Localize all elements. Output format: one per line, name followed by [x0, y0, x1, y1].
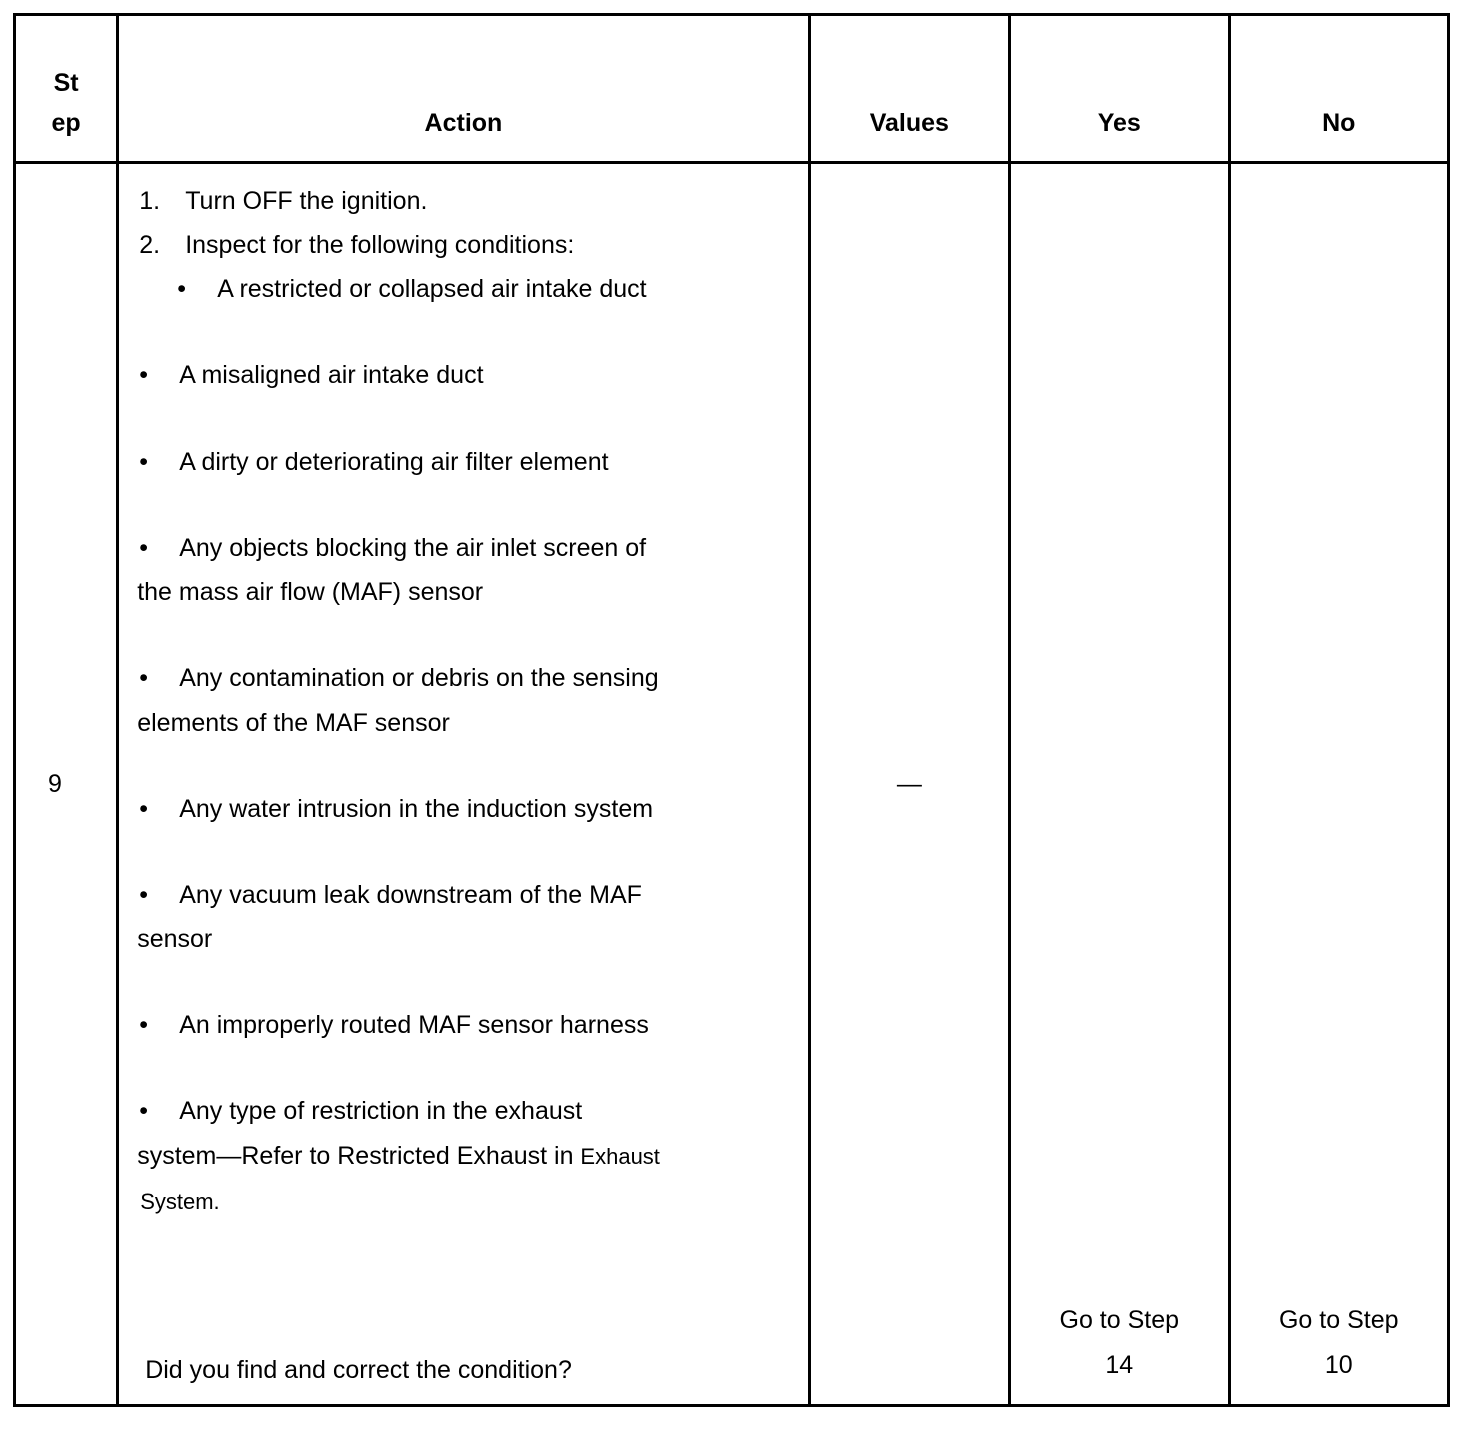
yes-cell [1010, 163, 1229, 1406]
header-values: Values [809, 15, 1009, 163]
bullet-item [139, 1096, 582, 1126]
bullet-item [139, 533, 646, 563]
bullet-text: Any vacuum leak downstream of the MAF [179, 881, 642, 909]
bullet-continuation-system[interactable]: System. [140, 1189, 220, 1214]
bullet-icon: • [139, 361, 148, 389]
no-goto-label: Go to Step [1278, 1306, 1399, 1334]
bullet-item [139, 360, 483, 390]
bullet-text: Any water intrusion in the induction system [179, 795, 654, 823]
bullet-text: A misaligned air intake duct [179, 361, 484, 389]
bullet-continuation: sensor [137, 925, 213, 953]
yes-goto-step: 14 [1105, 1351, 1134, 1379]
bullet-icon: • [139, 534, 148, 562]
step-num-1: 1. [139, 187, 161, 215]
question-text: Did you find and correct the condition? [145, 1356, 572, 1384]
bullet-item [139, 794, 653, 824]
bullet-icon: • [139, 1097, 148, 1125]
bullet-item [139, 880, 642, 910]
bullet-item [139, 1010, 649, 1040]
diagnostic-table [13, 13, 1450, 1407]
action-cell [118, 163, 809, 1406]
bullet-text: Any type of restriction in the exhaust [179, 1097, 583, 1125]
bullet-text: Any contamination or debris on the sensing [179, 664, 659, 692]
bullet-text: An improperly routed MAF sensor harness [179, 1011, 649, 1039]
header-action: Action [118, 15, 809, 163]
bullet-continuation: the mass air flow (MAF) sensor [137, 578, 484, 606]
header-row [15, 15, 1449, 163]
bullet-item [139, 447, 608, 477]
values-cell [809, 163, 1009, 1406]
numbered-step-1-text: Turn OFF the ignition. [185, 187, 428, 215]
bullet-icon: • [177, 275, 186, 303]
numbered-step-1 [139, 186, 427, 216]
no-goto-step: 10 [1324, 1351, 1353, 1379]
values-dash: — [896, 769, 922, 798]
step-num-2: 2. [139, 231, 161, 259]
bullet-item [139, 663, 658, 693]
bullet-icon: • [139, 1011, 148, 1039]
header-step [15, 15, 118, 163]
step-cell [15, 163, 118, 1406]
header-yes: Yes [1010, 15, 1229, 163]
table-row [15, 163, 1449, 1406]
bullet-icon: • [139, 881, 148, 909]
bullet-continuation: elements of the MAF sensor [137, 709, 450, 737]
header-step-line2: ep [51, 109, 81, 137]
bullet-icon: • [139, 448, 148, 476]
sub-bullet-text: A restricted or collapsed air intake duct [217, 275, 647, 303]
numbered-step-2-text: Inspect for the following conditions: [185, 231, 575, 259]
bullet-icon: • [139, 795, 148, 823]
numbered-step-2 [139, 230, 574, 260]
bullet-text: Any objects blocking the air inlet screen of [179, 534, 647, 562]
header-step-line1: St [53, 69, 79, 97]
yes-goto-label: Go to Step [1059, 1306, 1180, 1334]
header-no: No [1229, 15, 1449, 163]
bullet-text: A dirty or deteriorating air filter element [179, 448, 609, 476]
no-cell [1229, 163, 1449, 1406]
exhaust-reference-link[interactable]: Exhaust [580, 1144, 660, 1169]
bullet-continuation-text: system—Refer to Restricted Exhaust in [137, 1142, 581, 1170]
step-number: 9 [48, 769, 62, 798]
bullet-continuation [137, 1141, 660, 1172]
sub-bullet-item [177, 274, 646, 304]
bullet-icon: • [139, 664, 148, 692]
